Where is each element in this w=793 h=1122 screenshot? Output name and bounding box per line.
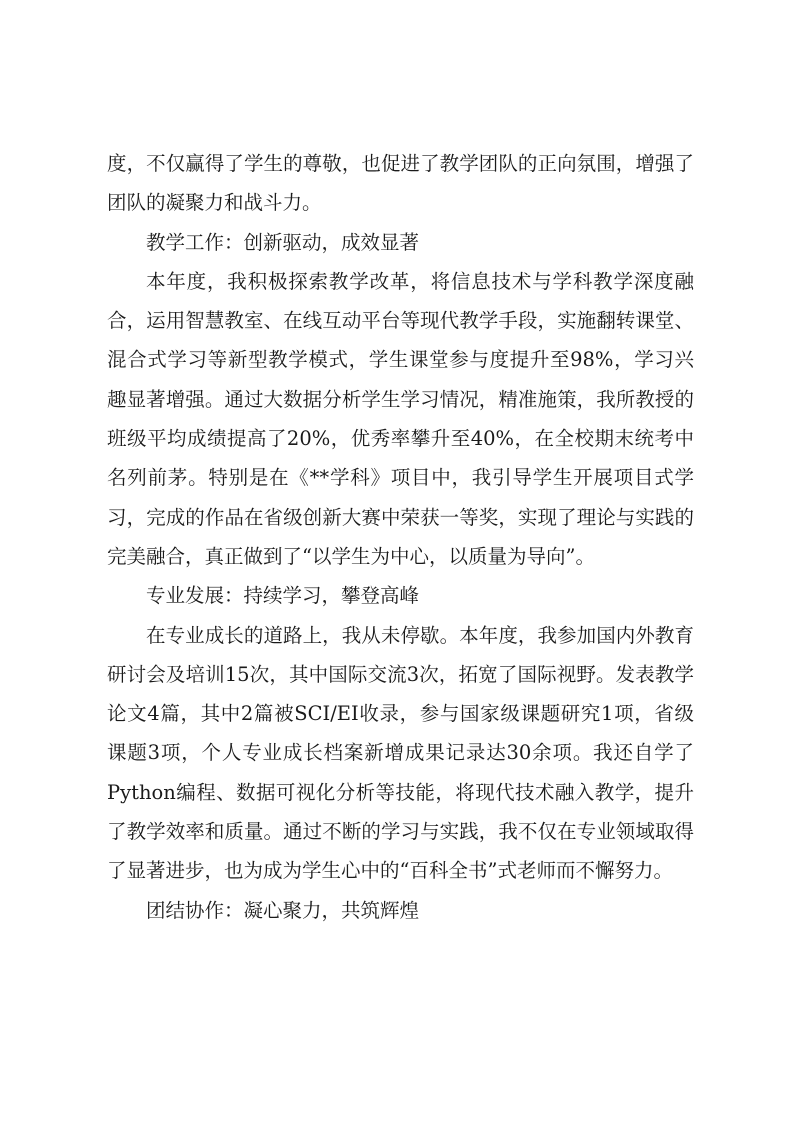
paragraph-continuation: 度，不仅赢得了学生的尊敬，也促进了教学团队的正向氛围，增强了团队的凝聚力和战斗力。 — [107, 152, 694, 215]
section-heading-teamwork: 团结协作：凝心聚力，共筑辉煌 — [146, 898, 420, 922]
paragraph-teaching: 本年度，我积极探索教学改革，将信息技术与学科教学深度融合，运用智慧教室、在线互动平台等现代教学手段，实施翻转课堂、混合式学习等新型教学模式，学生课堂参与度提升至98%，学习兴趣显著增强。通过大数据分析学生学习情况，精准施策，我所教授的班级平均成绩提高了20%，优秀率攀升至40%，在全校期末统考中名列前茅。特别是在《**学科》项目中，我引导学生开展项目式学习，完成的作品在省级创新大赛中荣获一等奖，实现了理论与实践的完美融合，真正做到了“以学生为中心，以质量为导向”。 — [107, 269, 694, 568]
paragraph-professional-development: 在专业成长的道路上，我从未停歇。本年度，我参加国内外教育研讨会及培训15次，其中国际交流3次，拓宽了国际视野。发表教学论文4篇，其中2篇被SCI/EI收录，参与国家级课题研究1项，省级课题3项，个人专业成长档案新增成果记录达30余项。我还自学了Python编程、数据可视化分析等技能，将现代技术融入教学，提升了教学效率和质量。通过不断的学习与实践，我不仅在专业领域取得了显著进步，也为成为学生心中的“百科全书”式老师而不懈努力。 — [107, 623, 694, 883]
document-body — [107, 144, 694, 930]
section-heading-professional-development: 专业发展：持续学习，攀登高峰 — [146, 584, 420, 608]
section-heading-teaching: 教学工作：创新驱动，成效显著 — [146, 230, 420, 254]
